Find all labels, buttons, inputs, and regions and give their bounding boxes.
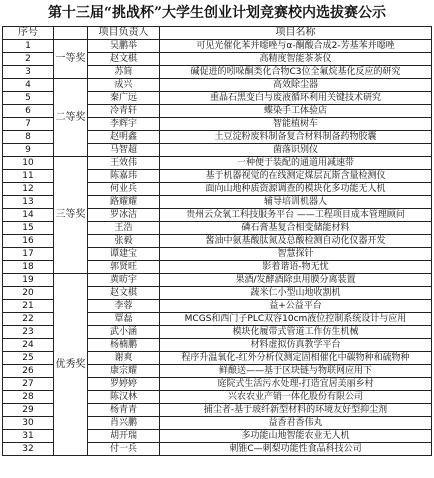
project-cell: 高精度智能茶茶仪 (160, 53, 432, 66)
leader-cell: 武小涵 (88, 326, 160, 339)
project-cell: 程序升温氧化-红外分析仪测定固相催化中碳物种和硫物种 (160, 352, 432, 365)
leader-cell: 付一兵 (88, 443, 160, 456)
seq-cell: 13 (3, 196, 54, 209)
leader-cell: 张毅 (88, 235, 160, 248)
leader-cell: 康宗耀 (88, 365, 160, 378)
table-body (3, 40, 432, 456)
seq-cell: 6 (3, 105, 54, 118)
seq-cell: 7 (3, 118, 54, 131)
leader-cell: 罗婷婷 (88, 378, 160, 391)
project-cell: 碱促进的吲哚酮类化合物C3位全氟烷基化反应的研究 (160, 66, 432, 79)
seq-cell: 32 (3, 443, 54, 456)
page-title: 第十三届“挑战杯”大学生创业计划竞赛校内选拔赛公示 (47, 5, 387, 21)
leader-cell: 谭建宝 (88, 248, 160, 261)
seq-cell: 12 (3, 183, 54, 196)
leader-cell: 黄昉宇 (88, 274, 160, 287)
seq-cell: 28 (3, 391, 54, 404)
seq-cell: 24 (3, 339, 54, 352)
leader-cell: 何业兵 (88, 183, 160, 196)
project-cell: 辅导培训机器人 (160, 196, 432, 209)
project-cell: 庭院式生活污水处理-打造宜居美丽乡村 (160, 378, 432, 391)
prize-cell: 优秀奖 (54, 274, 88, 456)
seq-cell: 22 (3, 313, 54, 326)
seq-cell: 3 (3, 66, 54, 79)
leader-cell: 李蓉 (88, 300, 160, 313)
leader-cell: 冷青轩 (88, 105, 160, 118)
leader-cell: 肖兴鹏 (88, 417, 160, 430)
project-cell: 兴农农业产销一体化股份有限公司 (160, 391, 432, 404)
project-cell: 菌落识别仪 (160, 144, 432, 157)
leader-cell: 赵文棋 (88, 53, 160, 66)
leader-cell: 谢爽 (88, 352, 160, 365)
seq-cell: 23 (3, 326, 54, 339)
seq-cell: 5 (3, 92, 54, 105)
leader-cell: 陈汉林 (88, 391, 160, 404)
leader-cell: 赵文棋 (88, 287, 160, 300)
project-cell: 磷石膏基复合相变储能材料 (160, 222, 432, 235)
table-row (3, 79, 432, 92)
seq-cell: 27 (3, 378, 54, 391)
leader-cell: 王浩 (88, 222, 160, 235)
prize-cell: 二等奖 (54, 79, 88, 157)
project-cell: 多功能山地智能农业无人机 (160, 430, 432, 443)
project-cell: 酱油中氨基酸肽氮及总酸检测自动化仪器开发 (160, 235, 432, 248)
leader-cell: 吴鹏举 (88, 40, 160, 53)
project-cell: 高效除尘器 (160, 79, 432, 92)
leader-cell: 李辉宇 (88, 118, 160, 131)
leader-cell: 成兴 (88, 79, 160, 92)
project-cell: MCGS和西门子PLC双容10cm液位控制系统设计与应用 (160, 313, 432, 326)
leader-cell: 马智超 (88, 144, 160, 157)
leader-cell: 陈嘉玮 (88, 170, 160, 183)
project-cell: 影着谐语-物无忧 (160, 261, 432, 274)
seq-cell: 15 (3, 222, 54, 235)
header-prize (54, 27, 88, 40)
seq-cell: 10 (3, 157, 54, 170)
seq-cell: 19 (3, 274, 54, 287)
project-cell: 土豆淀粉废料制备复合材料制备药物胶囊 (160, 131, 432, 144)
project-cell: 果酒/发酵酒除虫用膜分离装置 (160, 274, 432, 287)
leader-cell: 郭贤旺 (88, 261, 160, 274)
seq-cell: 25 (3, 352, 54, 365)
seq-cell: 26 (3, 365, 54, 378)
project-cell: 益香君香伟丸 (160, 417, 432, 430)
seq-cell: 4 (3, 79, 54, 92)
project-cell: 蝶染手工体验店 (160, 105, 432, 118)
header-seq: 序号 (3, 27, 54, 40)
project-cell: 刺锥C—刺梨功能性食品科技公司 (160, 443, 432, 456)
leader-cell: 杨楠鹏 (88, 339, 160, 352)
seq-cell: 31 (3, 430, 54, 443)
project-cell: 面向山地种质资源调查的模块化多功能无人机 (160, 183, 432, 196)
leader-cell: 杨青青 (88, 404, 160, 417)
seq-cell: 30 (3, 417, 54, 430)
seq-cell: 14 (3, 209, 54, 222)
seq-cell: 1 (3, 40, 54, 53)
seq-cell: 11 (3, 170, 54, 183)
project-cell: 智能植树车 (160, 118, 432, 131)
project-cell: 一种便于装配的通道用减速带 (160, 157, 432, 170)
prize-cell: 三等奖 (54, 157, 88, 274)
leader-cell: 赵明鑫 (88, 131, 160, 144)
seq-cell: 16 (3, 235, 54, 248)
project-cell: 蔬米仁小型山地收割机 (160, 287, 432, 300)
project-cell: 智慧探针 (160, 248, 432, 261)
results-table (2, 26, 432, 456)
seq-cell: 29 (3, 404, 54, 417)
project-cell: 捕尘者-基于玻纤新型材料的环境友好型抑尘剂 (160, 404, 432, 417)
seq-cell: 8 (3, 131, 54, 144)
seq-cell: 20 (3, 287, 54, 300)
leader-cell: 路耀耀 (88, 196, 160, 209)
leader-cell: 王效伟 (88, 157, 160, 170)
leader-cell: 胡开瑞 (88, 430, 160, 443)
leader-cell: 秦广远 (88, 92, 160, 105)
seq-cell: 21 (3, 300, 54, 313)
project-cell: 益+公益平台 (160, 300, 432, 313)
project-cell: 鲜酿送——基于区块链与物联网应用下 (160, 365, 432, 378)
prize-cell: 一等奖 (54, 40, 88, 79)
table-row (3, 274, 432, 287)
header-leader: 项目负责人 (88, 27, 160, 40)
table-row (3, 40, 432, 53)
seq-cell: 2 (3, 53, 54, 66)
leader-cell: 苏简 (88, 66, 160, 79)
leader-cell: 罗冰洁 (88, 209, 160, 222)
project-cell: 基于机器视觉的在线测定煤层瓦斯含量检测仪 (160, 170, 432, 183)
project-cell: 材料虚拟仿真教学平台 (160, 339, 432, 352)
project-cell: 可见光催化苯并噁唑与α-酮酸合成2-芳基苯并噁唑 (160, 40, 432, 53)
project-cell: 模块化履带式管道工作仿生机械 (160, 326, 432, 339)
seq-cell: 9 (3, 144, 54, 157)
leader-cell: 覃磊 (88, 313, 160, 326)
seq-cell: 18 (3, 261, 54, 274)
project-cell: 贵州云众氧工科技服务平台 ——工程项目成本管理顾问 (160, 209, 432, 222)
header-project: 项目名称 (160, 27, 432, 40)
table-row (3, 157, 432, 170)
project-cell: 重晶石黑变白与废液循环利用关键技术研究 (160, 92, 432, 105)
table-header-row (3, 27, 432, 40)
seq-cell: 17 (3, 248, 54, 261)
